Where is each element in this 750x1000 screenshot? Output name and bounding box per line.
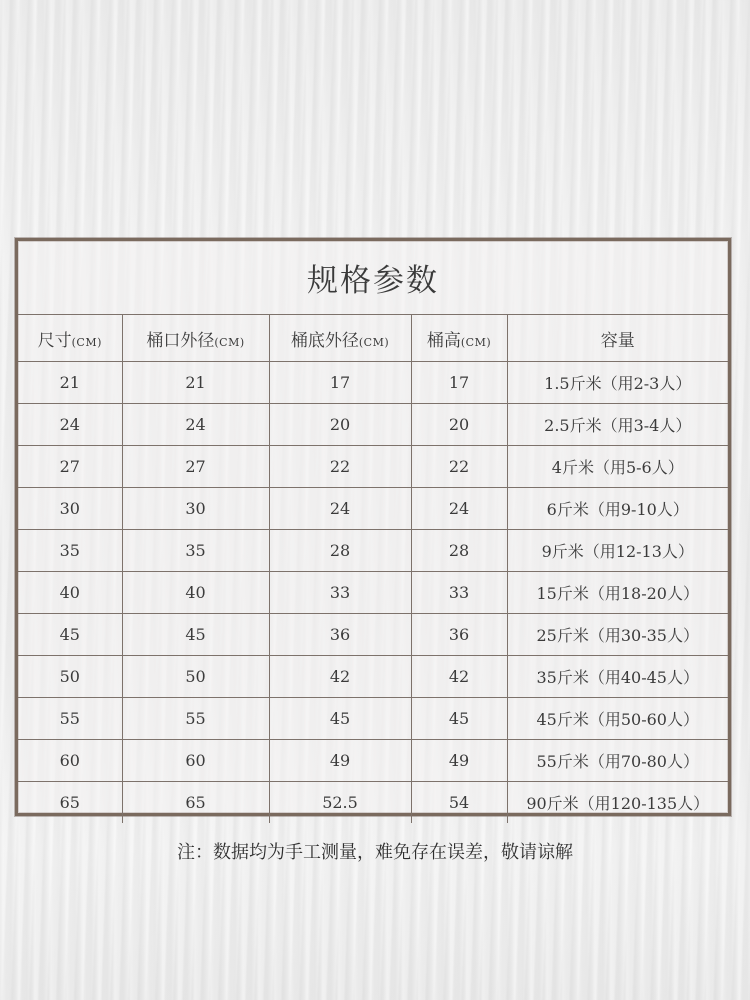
table-cell: 9斤米（用12-13人） (507, 530, 728, 572)
table-cell: 21 (122, 362, 269, 404)
table-cell: 25斤米（用30-35人） (507, 614, 728, 656)
table-row (18, 446, 728, 488)
table-cell: 6斤米（用9-10人） (507, 488, 728, 530)
spec-table-frame (15, 238, 731, 816)
table-cell: 2.5斤米（用3-4人） (507, 404, 728, 446)
table-row (18, 530, 728, 572)
table-cell: 42 (269, 656, 411, 698)
table-cell: 21 (18, 362, 122, 404)
table-row (18, 698, 728, 740)
table-cell: 55 (18, 698, 122, 740)
table-cell: 55斤米（用70-80人） (507, 740, 728, 782)
header-cell: 桶口外径(CM) (122, 315, 269, 362)
table-cell: 27 (122, 446, 269, 488)
table-cell: 20 (269, 404, 411, 446)
table-row (18, 740, 728, 782)
header-cell: 尺寸(CM) (18, 315, 122, 362)
table-cell: 36 (269, 614, 411, 656)
table-cell: 65 (18, 782, 122, 824)
table-cell: 22 (269, 446, 411, 488)
table-cell: 28 (269, 530, 411, 572)
spec-table (18, 315, 728, 823)
table-cell: 90斤米（用120-135人） (507, 782, 728, 824)
header-row (18, 315, 728, 362)
header-cell: 容量 (507, 315, 728, 362)
header-cell: 桶高(CM) (411, 315, 507, 362)
table-cell: 24 (269, 488, 411, 530)
table-row (18, 656, 728, 698)
table-cell: 35斤米（用40-45人） (507, 656, 728, 698)
table-cell: 60 (18, 740, 122, 782)
table-cell: 45 (269, 698, 411, 740)
table-cell: 17 (269, 362, 411, 404)
table-title: 规格参数 (307, 263, 439, 299)
table-row (18, 572, 728, 614)
table-cell: 4斤米（用5-6人） (507, 446, 728, 488)
table-cell: 60 (122, 740, 269, 782)
table-cell: 35 (122, 530, 269, 572)
table-cell: 24 (18, 404, 122, 446)
table-cell: 55 (122, 698, 269, 740)
table-cell: 24 (411, 488, 507, 530)
table-cell: 45 (411, 698, 507, 740)
table-row (18, 782, 728, 824)
header-cell: 桶底外径(CM) (269, 315, 411, 362)
table-cell: 15斤米（用18-20人） (507, 572, 728, 614)
table-cell: 35 (18, 530, 122, 572)
table-cell: 30 (18, 488, 122, 530)
table-cell: 45斤米（用50-60人） (507, 698, 728, 740)
table-row (18, 488, 728, 530)
title-row (18, 241, 728, 315)
table-cell: 22 (411, 446, 507, 488)
table-cell: 45 (18, 614, 122, 656)
table-cell: 1.5斤米（用2-3人） (507, 362, 728, 404)
table-cell: 54 (411, 782, 507, 824)
table-cell: 50 (122, 656, 269, 698)
table-cell: 50 (18, 656, 122, 698)
table-cell: 36 (411, 614, 507, 656)
table-cell: 49 (269, 740, 411, 782)
table-cell: 40 (122, 572, 269, 614)
table-cell: 28 (411, 530, 507, 572)
table-cell: 52.5 (269, 782, 411, 824)
table-cell: 40 (18, 572, 122, 614)
measurement-note: 注：数据均为手工测量，难免存在误差，敬请谅解 (177, 842, 573, 863)
table-cell: 24 (122, 404, 269, 446)
table-cell: 33 (411, 572, 507, 614)
table-cell: 49 (411, 740, 507, 782)
table-cell: 27 (18, 446, 122, 488)
table-cell: 33 (269, 572, 411, 614)
table-row (18, 362, 728, 404)
table-cell: 65 (122, 782, 269, 824)
table-cell: 42 (411, 656, 507, 698)
table-row (18, 404, 728, 446)
table-cell: 17 (411, 362, 507, 404)
table-cell: 30 (122, 488, 269, 530)
table-cell: 20 (411, 404, 507, 446)
table-row (18, 614, 728, 656)
table-cell: 45 (122, 614, 269, 656)
